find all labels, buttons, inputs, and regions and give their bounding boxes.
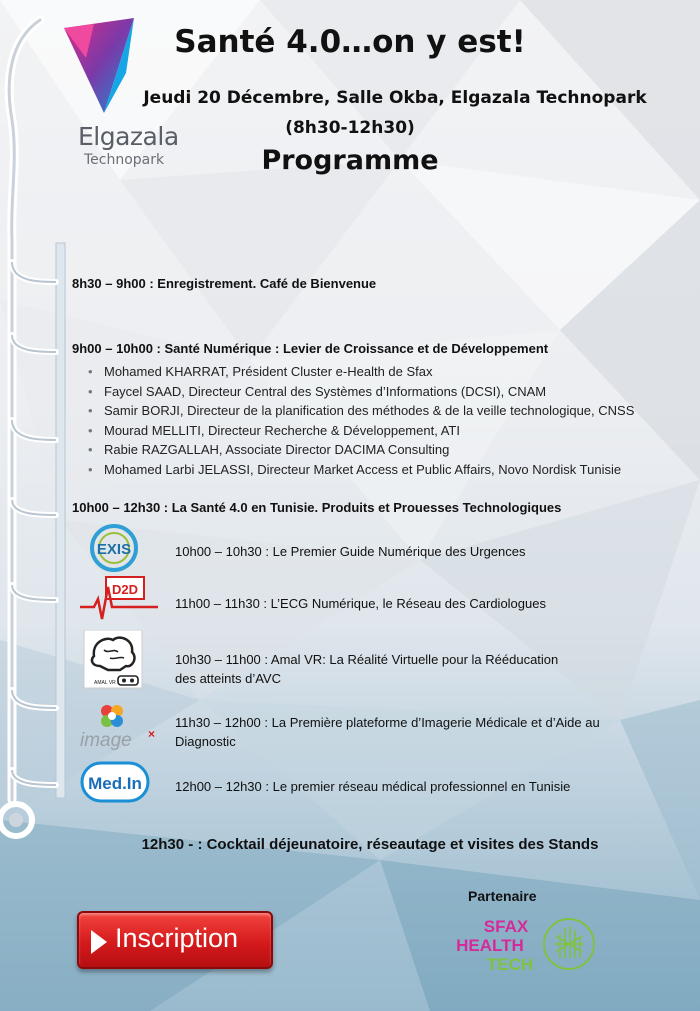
event-title: Santé 4.0…on y est! [174, 24, 526, 60]
logo-subtitle: Technopark [84, 152, 165, 168]
demo-item-amal-vr [80, 636, 690, 688]
speaker-item: • Faycel SAAD, Directeur Central des Systèmes d’Informations (DCSI), CNAM [88, 382, 688, 402]
speaker-item: • Mohamed Larbi JELASSI, Directeur Market Access et Public Affairs, Novo Nordisk Tunisie [88, 460, 688, 480]
demo-text: 12h00 – 12h30 : Le premier réseau médical professionnel en Tunisie [175, 779, 571, 794]
demo-text: 11h00 – 11h30 : L’ECG Numérique, le Réseau des Cardiologues [175, 596, 546, 611]
session-registration: 8h30 – 9h00 : Enregistrement. Café de Bienvenue [72, 276, 377, 291]
demo-text-line: 10h30 – 11h00 : Amal VR: La Réalité Virtuelle pour la Rééducation [175, 652, 559, 667]
play-arrow-icon [91, 930, 107, 954]
d2d-logo [80, 573, 160, 625]
demo-text: 10h00 – 10h30 : Le Premier Guide Numérique des Urgences [175, 544, 526, 559]
demo-text-line: des atteints d’AVC [175, 671, 281, 686]
sfax-health-tech-logo [434, 914, 599, 976]
speaker-item: • Samir BORJI, Directeur de la planification des méthodes & de la veille technologique, CNSS [88, 401, 688, 421]
inscription-button[interactable] [77, 911, 273, 969]
demo-text-line: 11h30 – 12h00 : La Première plateforme d’Imagerie Médicale et d’Aide au [175, 715, 600, 730]
amal-vr-logo [80, 630, 160, 690]
demo-item-medin [80, 757, 690, 809]
inscription-label: Inscription [115, 923, 239, 953]
image-logo-text: image [80, 730, 132, 751]
demo-item-image [80, 700, 690, 752]
session-digital-health: 9h00 – 10h00 : Santé Numérique : Levier de Croissance et de Développement [72, 341, 549, 356]
partner-logo-line: TECH [486, 955, 534, 974]
image-logo [80, 700, 160, 752]
medin-logo-text: Med.In [88, 774, 142, 793]
partner-logo-line: HEALTH [456, 936, 524, 955]
image-logo-mark: × [148, 727, 156, 741]
demo-item-d2d [80, 573, 690, 625]
d2d-logo-text: D2D [111, 582, 139, 597]
partner-heading: Partenaire [468, 888, 537, 904]
demo-text [175, 650, 685, 688]
programme-heading: Programme [261, 145, 439, 176]
demo-text-line: Diagnostic [175, 734, 236, 749]
elgazala-swoosh-icon [64, 18, 144, 118]
amal-vr-logo-text: AMAL VR [94, 680, 116, 686]
partner-logo-line: SFAX [483, 917, 529, 936]
exis-logo-text: EXIS [96, 541, 132, 558]
exis-logo [80, 522, 160, 574]
speaker-list [88, 362, 688, 480]
speaker-item: • Rabie RAZGALLAH, Associate Director DACIMA Consulting [88, 440, 688, 460]
demo-item-exis [80, 522, 690, 574]
logo-name: Elgazala [78, 122, 179, 151]
medin-logo [80, 757, 160, 809]
closing-cocktail: 12h30 - : Cocktail déjeunatoire, réseautage et visites des Stands [141, 836, 599, 853]
demo-text [175, 713, 685, 751]
speaker-item: • Mohamed KHARRAT, Président Cluster e-Health de Sfax [88, 362, 688, 382]
event-time-range: (8h30-12h30) [285, 118, 415, 138]
speaker-item: • Mourad MELLITI, Directeur Recherche & Développement, ATI [88, 421, 688, 441]
session-sante-40: 10h00 – 12h30 : La Santé 4.0 en Tunisie. Produits et Prouesses Technologiques [72, 500, 562, 515]
event-date-venue: Jeudi 20 Décembre, Salle Okba, Elgazala Technopark [143, 88, 647, 108]
